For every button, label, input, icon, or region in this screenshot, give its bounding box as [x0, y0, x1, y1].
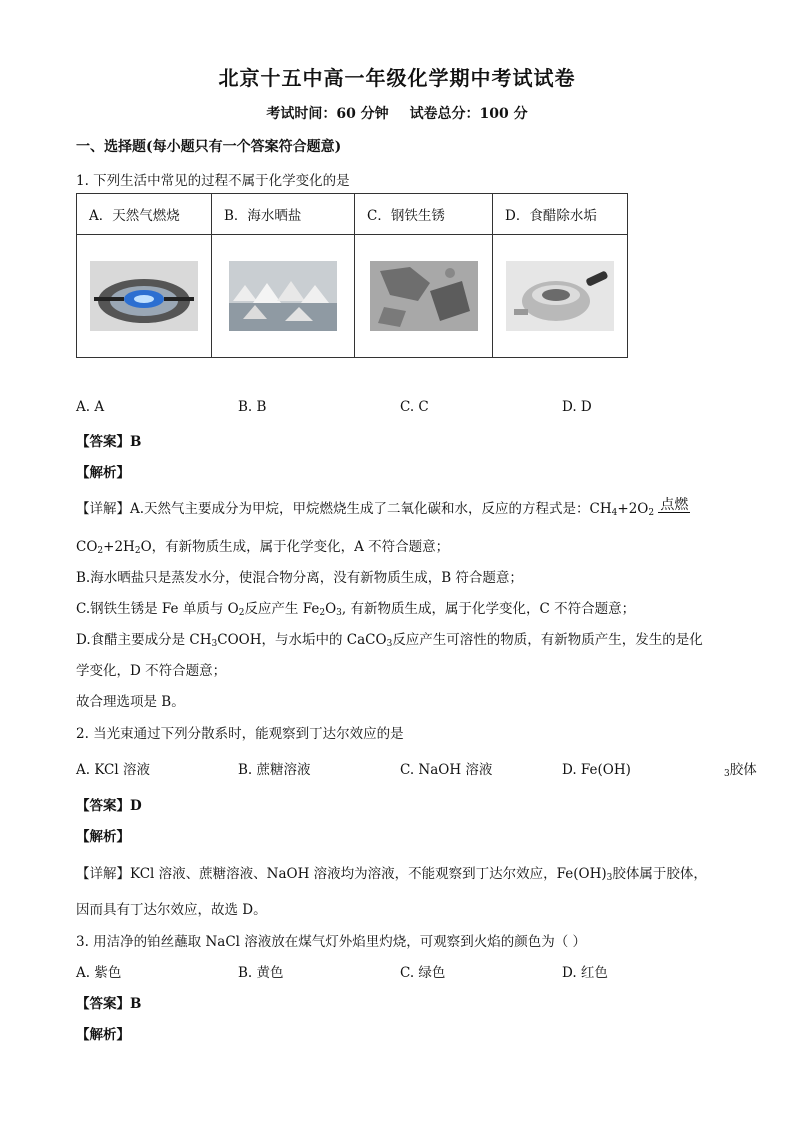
q1-detail-a-line1: 【详解】A.天然气主要成分为甲烷，甲烷燃烧生成了二氧化碳和水，反应的方程式是：$CH_4+2O_2$ 点燃 [76, 497, 689, 518]
q1-conclusion: 故合理选项是 B。 [76, 694, 185, 710]
page-title: 北京十五中高一年级化学期中考试试卷 [218, 66, 576, 90]
q2-stem: 2. 当光束通过下列分散系时，能观察到丁达尔效应的是 [76, 726, 404, 742]
q3-choices [76, 961, 724, 981]
option-a-label: A．天然气燃烧 [77, 194, 212, 235]
exam-info [0, 103, 794, 123]
q1-answer: 【答案】B [76, 434, 142, 450]
q1-detail-a-line2: $CO_2+2H_2O$，有新物质生成，属于化学变化，A 不符合题意； [76, 539, 450, 556]
reaction-condition: 点燃 [660, 497, 689, 513]
choice-b[interactable]: B. B [238, 399, 267, 415]
gas-burner-image [77, 235, 212, 358]
q1-choices [76, 399, 724, 415]
q1-options-table [76, 193, 628, 358]
q1-detail-d-line2: 学变化，D 不符合题意； [76, 663, 227, 679]
salt-field-image [212, 235, 355, 358]
option-c-label: C．钢铁生锈 [355, 194, 493, 235]
option-b-label: B．海水晒盐 [212, 194, 355, 235]
choice-b[interactable]: B. 蔗糖溶液 [238, 762, 311, 778]
choice-c[interactable]: C. C [400, 399, 429, 415]
section-heading: 一、选择题(每小题只有一个答案符合题意) [76, 139, 342, 155]
vinegar-kettle-image [493, 235, 628, 358]
choice-b[interactable]: B. 黄色 [238, 965, 284, 981]
choice-c[interactable]: C. 绿色 [400, 965, 446, 981]
q3-analysis-label: 【解析】 [76, 1027, 130, 1043]
choice-d[interactable]: D. D [562, 399, 592, 415]
q3-answer: 【答案】B [76, 996, 142, 1012]
q3-stem: 3. 用洁净的铂丝蘸取 NaCl 溶液放在煤气灯外焰里灼烧，可观察到火焰的颜色为（ ） [76, 934, 587, 950]
q1-detail-b: B.海水晒盐只是蒸发水分，使混合物分离，没有新物质生成，B 符合题意； [76, 570, 523, 586]
rusted-steel-image [355, 235, 493, 358]
choice-a[interactable]: A. 紫色 [76, 965, 122, 981]
q1-detail-c: C.钢铁生锈是 Fe 单质与 $O_2$反应产生 $Fe_2O_3$, 有新物质生成，属于化学变化，C 不符合题意； [76, 601, 636, 618]
q2-answer: 【答案】D [76, 798, 142, 814]
exam-score: 试卷总分：100 分 [409, 106, 528, 122]
q1-stem: 1. 下列生活中常见的过程不属于化学变化的是 [76, 173, 350, 189]
q2-detail-line2: 因而具有丁达尔效应，故选 D。 [76, 902, 267, 918]
q2-analysis-label: 【解析】 [76, 829, 130, 845]
choice-a[interactable]: A. A [76, 399, 105, 415]
q1-analysis-label: 【解析】 [76, 465, 130, 481]
option-d-label: D．食醋除水垢 [493, 194, 628, 235]
choice-c[interactable]: C. NaOH 溶液 [400, 762, 493, 778]
choice-d[interactable]: D. Fe(OH) $_3$胶体 [562, 762, 757, 779]
choice-a[interactable]: A. KCl 溶液 [76, 762, 150, 778]
choice-d[interactable]: D. 红色 [562, 965, 608, 981]
q2-choices [76, 758, 757, 779]
q2-detail-line1: 【详解】KCl 溶液、蔗糖溶液、NaOH 溶液均为溶液，不能观察到丁达尔效应，$Fe(OH)_3$胶体属于胶体， [76, 866, 707, 883]
exam-time: 考试时间：60 分钟 [266, 106, 389, 122]
q1-detail-d-line1: D.食醋主要成分是 $CH_3COOH$，与水垢中的 CaCO$_3$反应产生可溶性的物质，有新物质产生，发生的是化 [76, 632, 703, 649]
